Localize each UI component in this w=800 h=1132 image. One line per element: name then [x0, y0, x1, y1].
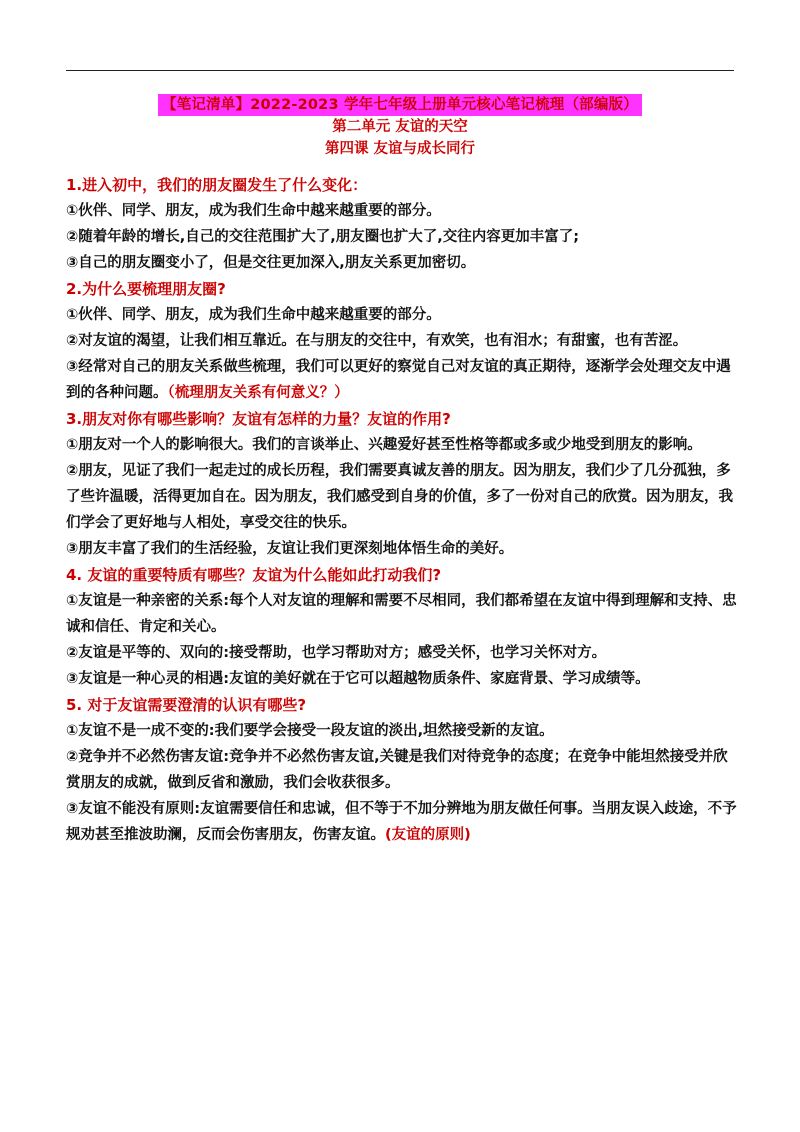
answer-2-3-text: ③经常对自己的朋友关系做些梳理，我们可以更好的察觉自己对友谊的真正期待，逐渐学会处理交友中遇到的各种问题。: [66, 359, 731, 401]
document-header: [66, 94, 734, 160]
answer-1-3: ③自己的朋友圈变小了，但是交往更加深入,朋友关系更加密切。: [66, 255, 476, 271]
notes-content: [66, 172, 738, 848]
answer-2-3-note: （梳理朋友关系有何意义？）: [167, 385, 349, 401]
answer-1-2: ②随着年龄的增长,自己的交往范围扩大了,朋友圈也扩大了,交往内容更加丰富了;: [66, 229, 580, 245]
answer-2-3: [66, 354, 738, 406]
document-title: 【笔记清单】2022-2023 学年七年级上册单元核心笔记梳理（部编版）: [158, 94, 642, 116]
answer-2-2: ②对友谊的渴望，让我们相互靠近。在与朋友的交往中，有欢笑，也有泪水；有甜蜜，也有苦涩。: [66, 333, 688, 349]
question-3: 3.朋友对你有哪些影响？友谊有怎样的力量？友谊的作用?: [66, 410, 451, 428]
top-divider: [66, 70, 734, 71]
answer-5-3-note: (友谊的原则): [385, 827, 471, 843]
answer-4-1: ①友谊是一种亲密的关系:每个人对友谊的理解和需要不尽相同，我们都希望在友谊中得到理解和支持、忠诚和信任、肯定和关心。: [66, 593, 737, 635]
answer-3-1: ①朋友对一个人的影响很大。我们的言谈举止、兴趣爱好甚至性格等都或多或少地受到朋友的影响。: [66, 437, 702, 453]
answer-5-2: ②竞争并不必然伤害友谊:竞争并不必然伤害友谊,关键是我们对待竞争的态度；在竞争中能坦然接受并欣赏朋友的成就，做到反省和激励，我们会收获很多。: [66, 749, 728, 791]
answer-3-2: ②朋友，见证了我们一起走过的成长历程，我们需要真诚友善的朋友。因为朋友，我们少了几分孤独，多了些许温暖，活得更加自在。因为朋友，我们感受到自身的价值，多了一份对自己的欣赏。因为朋友，我们学会了更好地与人相处，享受交往的快乐。: [66, 463, 733, 531]
answer-4-2: ②友谊是平等的、双向的:接受帮助，也学习帮助对方；感受关怀，也学习关怀对方。: [66, 645, 607, 661]
answer-5-3-text: ③友谊不能没有原则:友谊需要信任和忠诚，但不等于不加分辨地为朋友做任何事。当朋友误入歧途，不予规劝甚至推波助澜，反而会伤害朋友，伤害友谊。: [66, 801, 737, 843]
question-4: 4. 友谊的重要特质有哪些？友谊为什么能如此打动我们?: [66, 566, 442, 584]
question-2: 2.为什么要梳理朋友圈?: [66, 280, 226, 298]
answer-4-3: ③友谊是一种心灵的相遇:友谊的美好就在于它可以超越物质条件、家庭背景、学习成绩等。: [66, 671, 650, 687]
answer-5-1: ①友谊不是一成不变的:我们要学会接受一段友谊的淡出,坦然接受新的友谊。: [66, 723, 554, 739]
answer-5-3: [66, 796, 738, 848]
question-5: 5. 对于友谊需要澄清的认识有哪些?: [66, 696, 307, 714]
answer-3-3: ③朋友丰富了我们的生活经验，友谊让我们更深刻地体悟生命的美好。: [66, 541, 514, 557]
unit-title: 第二单元 友谊的天空: [332, 119, 468, 135]
answer-1-1: ①伙伴、同学、朋友，成为我们生命中越来越重要的部分。: [66, 203, 441, 219]
question-1: 1.进入初中，我们的朋友圈发生了什么变化：: [66, 176, 368, 194]
answer-2-1: ①伙伴、同学、朋友，成为我们生命中越来越重要的部分。: [66, 307, 441, 323]
lesson-title: 第四课 友谊与成长同行: [324, 141, 476, 157]
